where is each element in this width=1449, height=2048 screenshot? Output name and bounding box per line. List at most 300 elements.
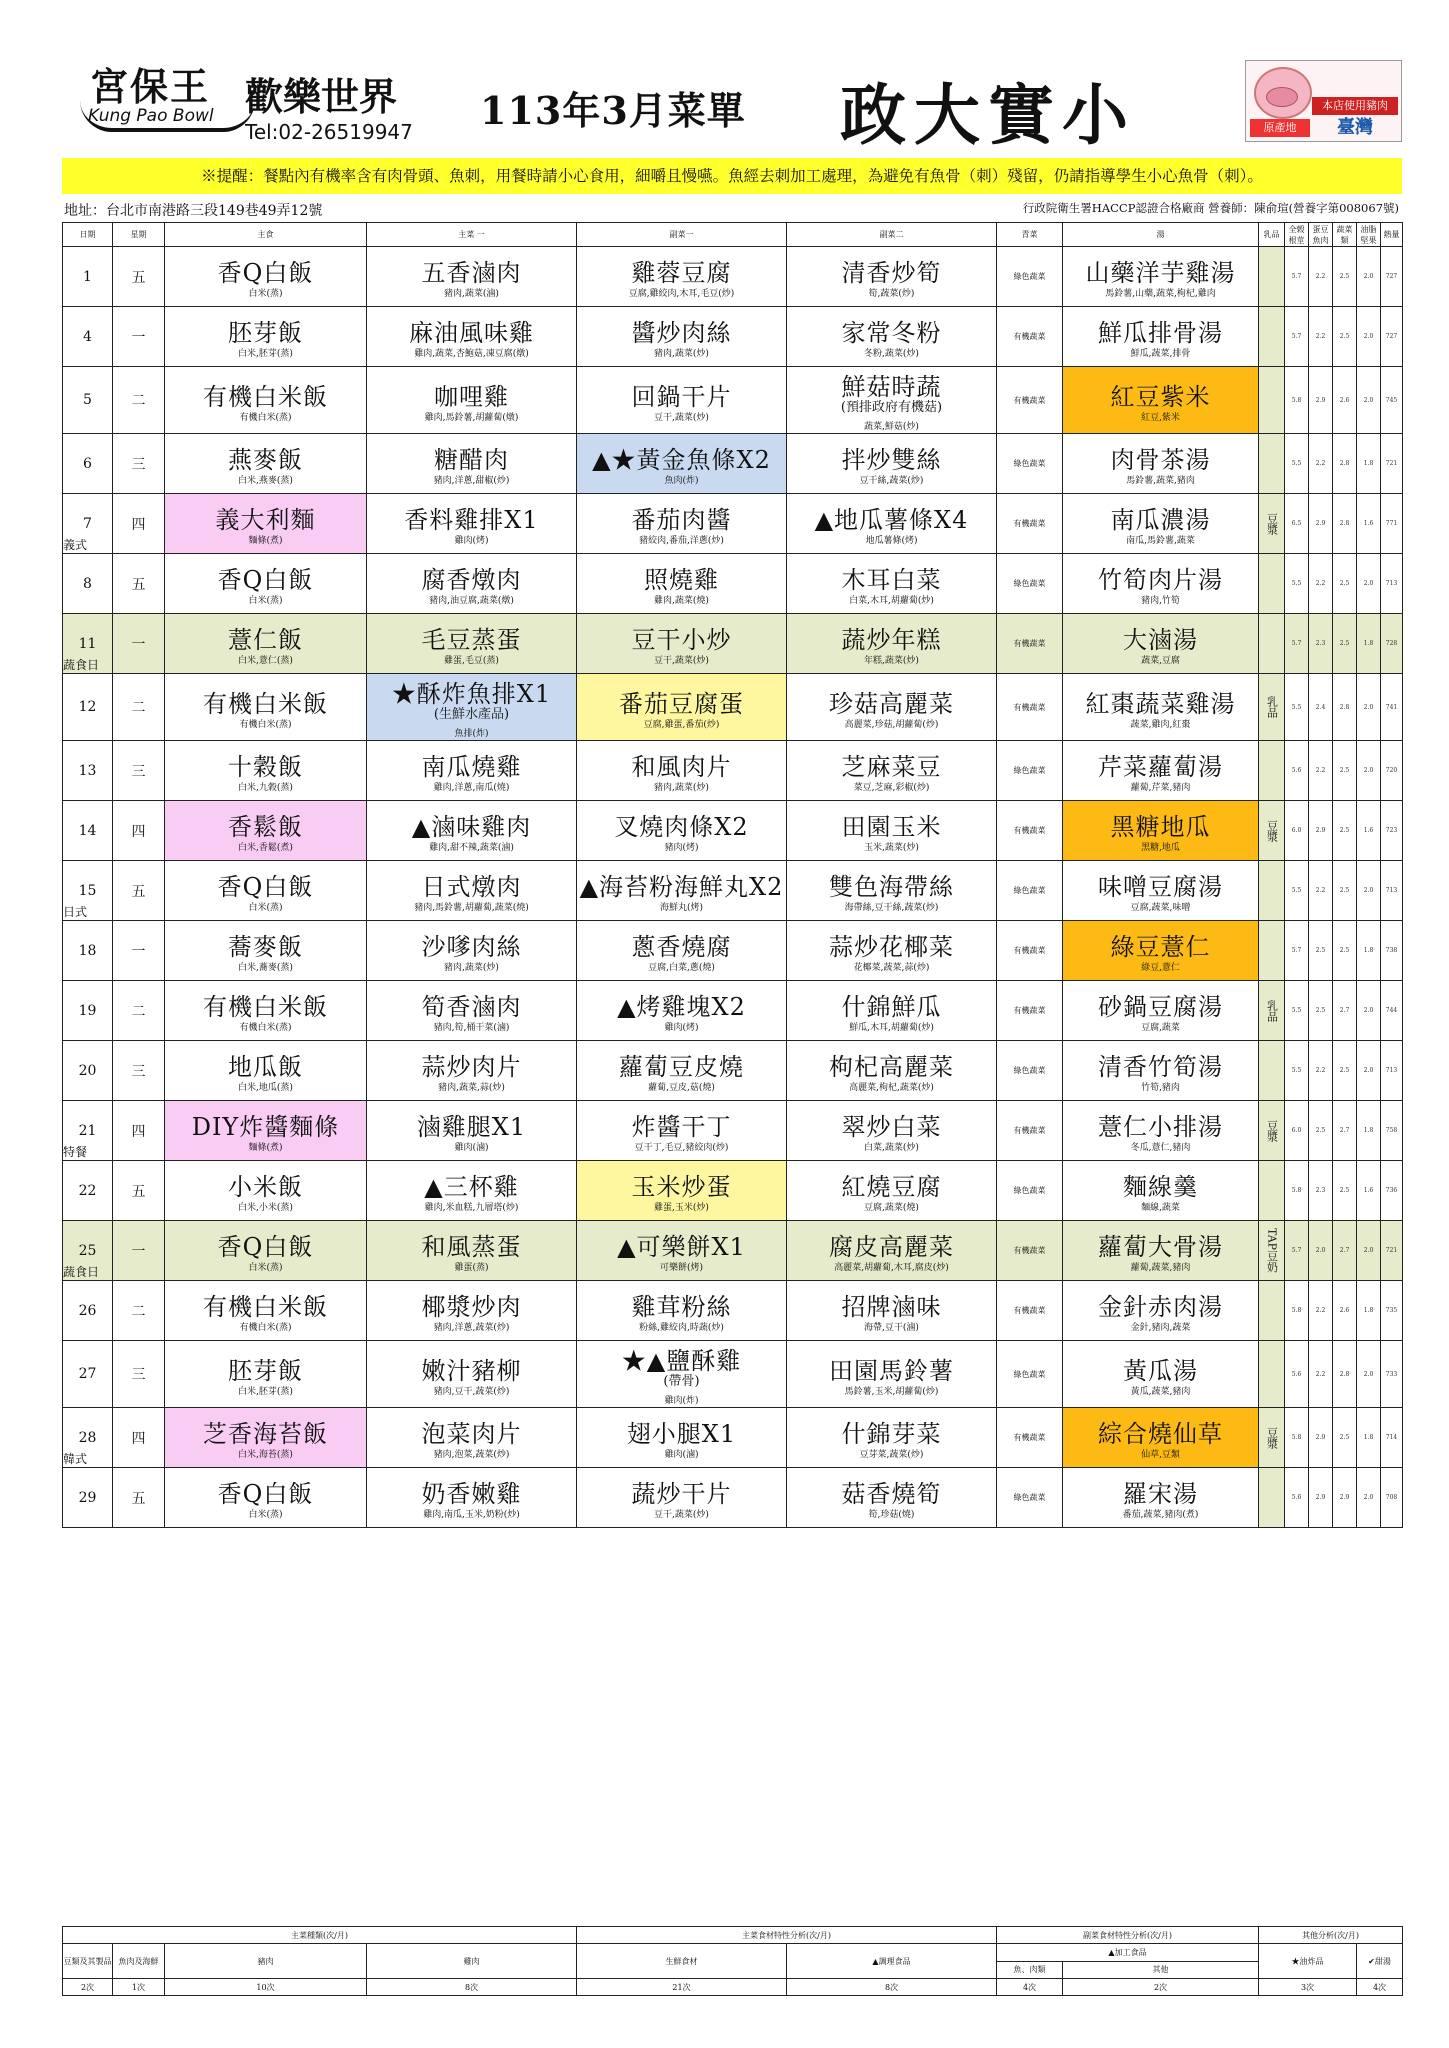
nutrition-value: 5.8 [1285, 1281, 1309, 1341]
side-dish-2-cell [787, 1101, 997, 1161]
dairy-cell: 乳品 [1259, 674, 1285, 741]
staple-name: 香Q白飯 [217, 873, 314, 901]
soup-ingredients: 麵線,蔬菜 [1141, 1203, 1180, 1213]
footer-label: 魚、肉類 [997, 1961, 1063, 1979]
nutrition-value: 2.5 [1333, 861, 1357, 921]
main-dish-cell [367, 921, 577, 981]
soup-ingredients: 蘿蔔,芹菜,豬肉 [1130, 783, 1191, 793]
nutrition-value: 2.4 [1309, 674, 1333, 741]
soup-cell [1063, 434, 1259, 494]
soup-name: 竹筍肉片湯 [1098, 566, 1223, 594]
main-dish-cell [367, 1041, 577, 1101]
nutrition-value: 5.5 [1285, 981, 1309, 1041]
soup-cell [1063, 1281, 1259, 1341]
staple-ingredients: 有機白米(蒸) [239, 1323, 292, 1333]
main-dish-cell [367, 1221, 577, 1281]
footer-label: 魚肉及海鮮 [113, 1944, 165, 1979]
side-dish-1-ingredients: 雞蛋,玉米(炒) [654, 1203, 709, 1213]
side-dish-2-name: 什錦芽菜 [841, 1420, 942, 1448]
staple-ingredients: 白米,香鬆(煮) [238, 843, 293, 853]
soup-ingredients: 金針,豬肉,蔬菜 [1130, 1323, 1191, 1333]
main-dish-cell [367, 1101, 577, 1161]
side-dish-2-cell [787, 1161, 997, 1221]
main-dish-name: 滷雞腿X1 [416, 1113, 527, 1141]
side-dish-2-name: 什錦鮮瓜 [841, 993, 942, 1021]
soup-ingredients: 綠豆,薏仁 [1141, 963, 1180, 973]
footer-count: 8次 [367, 1979, 577, 1996]
main-dish-name: 和風蒸蛋 [421, 1233, 522, 1261]
soup-ingredients: 蘿蔔,蔬菜,豬肉 [1130, 1263, 1191, 1273]
side-dish-1-ingredients: 豬肉,蔬菜(炒) [654, 783, 709, 793]
soup-cell [1063, 1101, 1259, 1161]
staple-ingredients: 白米,九穀(蒸) [238, 783, 293, 793]
weekday-cell: 一 [113, 921, 165, 981]
side-dish-1-ingredients: 豆干,蔬菜(炒) [654, 1510, 709, 1520]
side-dish-2-name: 菇香燒筍 [841, 1480, 942, 1508]
safety-notice: ※提醒：餐點內有機率含有肉骨頭、魚刺，用餐時請小心食用，細嚼且慢嚥。魚經去刺加工處理，為避免有魚骨（刺）殘留，仍請指導學生小心魚骨（刺）。 [62, 158, 1402, 194]
side-dish-1-name: ▲★黃金魚條X2 [592, 446, 771, 474]
side-dish-2-name: 木耳白菜 [841, 566, 942, 594]
staple-name: 小米飯 [228, 1173, 303, 1201]
weekday-cell: 一 [113, 614, 165, 674]
soup-cell [1063, 801, 1259, 861]
menu-row [63, 614, 1403, 674]
side-dish-1-name: 番茄肉醬 [631, 506, 732, 534]
main-dish-name: 咖哩雞 [434, 382, 509, 411]
vegetable-cell: 有機蔬菜 [997, 921, 1063, 981]
side-dish-2-ingredients: 地瓜薯條(烤) [865, 536, 918, 546]
soup-name: 金針赤肉湯 [1098, 1293, 1223, 1321]
soup-cell [1063, 494, 1259, 554]
vegetable-cell: 有機蔬菜 [997, 801, 1063, 861]
main-dish-cell [367, 367, 577, 434]
main-dish-cell [367, 307, 577, 367]
weekday-cell: 二 [113, 674, 165, 741]
menu-row [63, 921, 1403, 981]
date-value: 19 [78, 1002, 97, 1019]
menu-row [63, 1468, 1403, 1528]
soup-name: 薏仁小排湯 [1098, 1113, 1223, 1141]
menu-row [63, 861, 1403, 921]
soup-ingredients: 黃瓜,蔬菜,豬肉 [1130, 1386, 1191, 1397]
soup-cell [1063, 1041, 1259, 1101]
theme-tag: 日式 [63, 905, 88, 919]
staple-ingredients: 白米,地瓜(蒸) [238, 1083, 293, 1093]
staple-name: 有機白米飯 [203, 993, 328, 1021]
staple-name: 十穀飯 [228, 753, 303, 781]
side-dish-2-ingredients: 筍,珍菇(燒) [868, 1510, 915, 1520]
analysis-footer [62, 1926, 1403, 1996]
main-dish-note: (生鮮水產品) [433, 707, 510, 722]
col-header: 副菜二 [787, 223, 997, 247]
nutrition-value: 2.0 [1357, 741, 1381, 801]
footer-label: 其他 [1063, 1961, 1259, 1979]
soup-cell [1063, 1468, 1259, 1528]
staple-name: 地瓜飯 [228, 1053, 303, 1081]
side-dish-2-cell [787, 307, 997, 367]
nutrition-value: 5.8 [1285, 1408, 1309, 1468]
soup-name: 砂鍋豆腐湯 [1098, 993, 1223, 1021]
vegetable-cell: 有機蔬菜 [997, 1221, 1063, 1281]
footer-group: 主菜種類(次/月) [63, 1927, 577, 1944]
menu-row [63, 247, 1403, 307]
main-dish-name: 五香滷肉 [421, 259, 522, 287]
staple-name: 蕎麥飯 [228, 933, 303, 961]
main-dish-ingredients: 豬肉,筍,桶干菜(滷) [433, 1023, 510, 1033]
date-cell [63, 1341, 113, 1408]
side-dish-1-cell [577, 367, 787, 434]
side-dish-1-name: 蘿蔔豆皮燒 [619, 1053, 744, 1081]
side-dish-2-name: 田園馬鈴薯 [829, 1356, 954, 1385]
main-dish-ingredients: 雞肉,蔬菜,杏鮑菇,凍豆腐(燉) [414, 349, 529, 359]
soup-cell [1063, 614, 1259, 674]
side-dish-2-ingredients: 筍,蔬菜(炒) [868, 289, 915, 299]
side-dish-2-ingredients: 冬粉,蔬菜(炒) [864, 349, 919, 359]
pork-label: 本店使用豬肉 [1312, 97, 1398, 115]
nutrition-value: 5.7 [1285, 1221, 1309, 1281]
nutrition-value: 2.2 [1309, 554, 1333, 614]
side-dish-2-cell [787, 741, 997, 801]
date-cell [63, 1468, 113, 1528]
nutrition-value: 721 [1381, 1221, 1403, 1281]
main-dish-ingredients: 雞肉,南瓜,玉米,奶粉(炒) [423, 1510, 520, 1520]
staple-ingredients: 白米(蒸) [248, 1263, 283, 1273]
nutrition-value: 2.6 [1333, 367, 1357, 434]
nutrition-value: 2.0 [1357, 981, 1381, 1041]
staple-cell [165, 367, 367, 434]
soup-cell [1063, 921, 1259, 981]
staple-cell [165, 1408, 367, 1468]
side-dish-1-cell [577, 1341, 787, 1408]
theme-tag: 義式 [63, 538, 88, 552]
vegetable-cell: 綠色蔬菜 [997, 741, 1063, 801]
nutrition-value: 5.8 [1285, 1161, 1309, 1221]
footer-group: 副菜食材特性分析(次/月) [997, 1927, 1259, 1944]
nutrition-value: 727 [1381, 247, 1403, 307]
side-dish-2-ingredients: 海帶,豆干(滷) [864, 1323, 919, 1333]
date-cell [63, 307, 113, 367]
side-dish-2-name: 蔬炒年糕 [841, 626, 942, 654]
soup-ingredients: 仙草,豆類 [1141, 1450, 1180, 1460]
nutrition-value: 2.9 [1309, 1468, 1333, 1528]
staple-ingredients: 白米(蒸) [248, 903, 283, 913]
staple-name: DIY炸醬麵條 [191, 1113, 340, 1141]
nutrition-value: 2.0 [1357, 307, 1381, 367]
dairy-cell: 豆漿 [1259, 494, 1285, 554]
weekday-cell: 三 [113, 434, 165, 494]
side-dish-1-ingredients: 魚肉(炸) [664, 476, 699, 486]
side-dish-1-cell [577, 741, 787, 801]
col-header: 副菜一 [577, 223, 787, 247]
staple-name: 香Q白飯 [217, 259, 314, 287]
nutrition-value: 713 [1381, 1041, 1403, 1101]
date-value: 14 [78, 822, 97, 839]
nutrition-value: 727 [1381, 307, 1403, 367]
staple-name: 燕麥飯 [228, 446, 303, 474]
soup-name: 黃瓜湯 [1123, 1356, 1198, 1385]
side-dish-1-name: 翅小腿X1 [626, 1420, 737, 1448]
side-dish-1-name: 叉燒肉條X2 [614, 813, 749, 841]
weekday-cell: 三 [113, 1341, 165, 1408]
side-dish-1-ingredients: 海鮮丸(烤) [659, 903, 704, 913]
side-dish-2-cell [787, 981, 997, 1041]
main-dish-ingredients: 豬肉,蔬菜(滷) [444, 289, 499, 299]
staple-name: 有機白米飯 [203, 382, 328, 411]
col-header: 日期 [63, 223, 113, 247]
footer-count: 3次 [1259, 1979, 1357, 1996]
footer-count: 21次 [577, 1979, 787, 1996]
nutrition-value: 2.0 [1357, 674, 1381, 741]
nutrition-value: 736 [1381, 1161, 1403, 1221]
side-dish-1-ingredients: 雞肉(滷) [664, 1450, 699, 1460]
dairy-cell [1259, 247, 1285, 307]
side-dish-1-name: ▲可樂餅X1 [617, 1233, 746, 1261]
menu-row [63, 1221, 1403, 1281]
nutrition-value: 1.8 [1357, 614, 1381, 674]
nutrition-value: 2.6 [1333, 1281, 1357, 1341]
nutrition-value: 2.9 [1309, 1408, 1333, 1468]
side-dish-1-cell [577, 674, 787, 741]
nutrition-value: 5.6 [1285, 1341, 1309, 1408]
main-dish-name: 蒜炒肉片 [421, 1053, 522, 1081]
menu-row [63, 1041, 1403, 1101]
side-dish-2-name: 雙色海帶絲 [829, 873, 954, 901]
brand-slogan: 歡樂世界 [245, 75, 398, 119]
nutrition-value: 5.7 [1285, 614, 1309, 674]
dairy-cell [1259, 1468, 1285, 1528]
footer-label: ▲調理食品 [787, 1944, 997, 1979]
side-dish-1-ingredients: 豆腐,雞絞肉,木耳,毛豆(炒) [628, 289, 735, 299]
staple-name: 胚芽飯 [228, 1356, 303, 1385]
staple-ingredients: 白米,胚芽(蒸) [238, 349, 293, 359]
staple-ingredients: 白米(蒸) [248, 1510, 283, 1520]
dairy-cell: 豆漿 [1259, 801, 1285, 861]
nutrition-value: 733 [1381, 1341, 1403, 1408]
side-dish-2-cell [787, 1468, 997, 1528]
footer-label-row [63, 1944, 1403, 1962]
main-dish-cell [367, 741, 577, 801]
nutrition-value: 2.2 [1309, 1281, 1333, 1341]
main-dish-ingredients: 雞蛋,毛豆(蒸) [444, 656, 499, 666]
side-dish-1-cell [577, 1161, 787, 1221]
menu-row [63, 1281, 1403, 1341]
main-dish-name: 日式燉肉 [421, 873, 522, 901]
nutrition-value: 2.3 [1309, 614, 1333, 674]
side-dish-2-cell [787, 801, 997, 861]
nutrition-value: 5.7 [1285, 307, 1309, 367]
main-dish-name: ▲三杯雞 [424, 1173, 519, 1201]
side-dish-2-cell [787, 1221, 997, 1281]
footer-count: 10次 [165, 1979, 367, 1996]
theme-tag: 韓式 [63, 1452, 88, 1466]
nutrition-value: 735 [1381, 1281, 1403, 1341]
side-dish-2-ingredients: 高麗菜,枸杞,蔬菜(炒) [849, 1083, 934, 1093]
nutrition-value: 2.8 [1333, 434, 1357, 494]
nutrition-value: 2.5 [1309, 981, 1333, 1041]
side-dish-2-ingredients: 高麗菜,珍菇,胡蘿蔔(炒) [844, 719, 939, 730]
date-cell [63, 614, 113, 674]
address: 地址：台北市南港路三段149巷49弄12號 [64, 203, 323, 219]
nutrition-value: 5.5 [1285, 861, 1309, 921]
nutrition-value: 713 [1381, 554, 1403, 614]
menu-row [63, 741, 1403, 801]
nutrition-value: 723 [1381, 801, 1403, 861]
side-dish-2-cell [787, 247, 997, 307]
side-dish-1-ingredients: 雞肉(烤) [664, 1023, 699, 1033]
vegetable-cell: 有機蔬菜 [997, 981, 1063, 1041]
nutrition-value: 5.6 [1285, 741, 1309, 801]
staple-ingredients: 麵條(煮) [248, 536, 283, 546]
nutrition-value: 721 [1381, 434, 1403, 494]
side-dish-1-ingredients: 雞肉,蔬菜(燒) [654, 596, 709, 606]
side-dish-2-cell [787, 1341, 997, 1408]
date-cell [63, 921, 113, 981]
nutrition-value: 1.6 [1357, 801, 1381, 861]
date-value: 22 [78, 1182, 97, 1199]
soup-cell [1063, 307, 1259, 367]
side-dish-1-cell [577, 307, 787, 367]
nutrition-value: 741 [1381, 674, 1403, 741]
soup-ingredients: 黑糖,地瓜 [1141, 843, 1180, 853]
vegetable-cell: 綠色蔬菜 [997, 434, 1063, 494]
soup-name: 綠豆薏仁 [1110, 933, 1211, 961]
nutrition-value: 2.9 [1333, 1468, 1357, 1528]
date-value: 20 [78, 1062, 97, 1079]
col-header: 油脂堅果 [1357, 223, 1381, 247]
footer-count: 2次 [63, 1979, 113, 1996]
nutrition-value: 5.8 [1285, 367, 1309, 434]
staple-cell [165, 741, 367, 801]
dairy-cell [1259, 921, 1285, 981]
dairy-cell [1259, 1341, 1285, 1408]
side-dish-1-cell [577, 614, 787, 674]
nutrition-value: 6.0 [1285, 801, 1309, 861]
nutrition-value: 5.5 [1285, 434, 1309, 494]
side-dish-2-name: 田園玉米 [841, 813, 942, 841]
nutrition-value: 6.5 [1285, 494, 1309, 554]
soup-ingredients: 蔬菜,豆腐 [1141, 656, 1180, 666]
main-dish-cell [367, 801, 577, 861]
footer-label: 豆類及其製品 [63, 1944, 113, 1979]
main-dish-name: 奶香嫩雞 [421, 1480, 522, 1508]
nutrition-value: 2.2 [1309, 1041, 1333, 1101]
nutrition-value: 738 [1381, 921, 1403, 981]
dairy-cell [1259, 741, 1285, 801]
footer-label: ▲加工食品 [997, 1944, 1259, 1962]
nutrition-value: 1.8 [1357, 1408, 1381, 1468]
soup-name: 黑糖地瓜 [1110, 813, 1211, 841]
side-dish-1-ingredients: 豆干丁,毛豆,豬絞肉(炒) [634, 1143, 729, 1153]
menu-table [62, 222, 1403, 1528]
vegetable-cell: 綠色蔬菜 [997, 247, 1063, 307]
nutrition-value: 2.0 [1309, 1221, 1333, 1281]
menu-row [63, 554, 1403, 614]
weekday-cell: 五 [113, 1468, 165, 1528]
nutrition-value: 2.8 [1333, 494, 1357, 554]
side-dish-1-name: ★▲鹽酥雞 [621, 1347, 742, 1375]
main-dish-ingredients: 豬肉,豆干,蔬菜(炒) [433, 1386, 510, 1397]
main-dish-ingredients: 雞肉,米血糕,九層塔(炒) [424, 1203, 519, 1213]
staple-ingredients: 有機白米(蒸) [239, 719, 292, 730]
vegetable-cell: 有機蔬菜 [997, 1101, 1063, 1161]
soup-name: 紅豆紫米 [1110, 382, 1211, 411]
dairy-cell [1259, 1161, 1285, 1221]
side-dish-1-cell [577, 921, 787, 981]
soup-ingredients: 番茄,蔬菜,豬肉(煮) [1122, 1510, 1199, 1520]
staple-cell [165, 921, 367, 981]
theme-tag: 蔬食日 [63, 658, 100, 672]
date-value: 28 [78, 1429, 97, 1446]
main-dish-name: 泡菜肉片 [421, 1420, 522, 1448]
col-header: 蔬菜類 [1333, 223, 1357, 247]
main-dish-cell [367, 861, 577, 921]
side-dish-1-name: ▲烤雞塊X2 [617, 993, 746, 1021]
weekday-cell: 五 [113, 1161, 165, 1221]
main-dish-ingredients: 雞肉(滷) [454, 1143, 489, 1153]
menu-row [63, 367, 1403, 434]
main-dish-cell [367, 1161, 577, 1221]
col-header: 蛋豆魚肉 [1309, 223, 1333, 247]
menu-row [63, 434, 1403, 494]
dairy-cell: TAP豆奶 [1259, 1221, 1285, 1281]
nutrition-value: 2.5 [1333, 247, 1357, 307]
soup-name: 鮮瓜排骨湯 [1098, 319, 1223, 347]
staple-cell [165, 554, 367, 614]
side-dish-2-ingredients: 白菜,蔬菜(炒) [864, 1143, 919, 1153]
staple-name: 香Q白飯 [217, 566, 314, 594]
side-dish-2-name: 清香炒筍 [841, 259, 942, 287]
soup-ingredients: 南瓜,馬鈴薯,蔬菜 [1126, 536, 1195, 546]
theme-tag: 特餐 [63, 1145, 88, 1159]
side-dish-2-name: 珍菇高麗菜 [829, 689, 954, 718]
side-dish-2-cell [787, 921, 997, 981]
main-dish-cell [367, 1281, 577, 1341]
date-cell [63, 1101, 113, 1161]
side-dish-2-name: 鮮菇時蔬 [841, 373, 942, 401]
nutrition-value: 1.8 [1357, 1281, 1381, 1341]
staple-ingredients: 有機白米(蒸) [239, 412, 292, 423]
side-dish-1-cell [577, 434, 787, 494]
side-dish-2-ingredients: 白菜,木耳,胡蘿蔔(炒) [849, 596, 934, 606]
dairy-cell: 豆漿 [1259, 1101, 1285, 1161]
phone-number: Tel:02-26519947 [245, 120, 413, 144]
col-header: 青菜 [997, 223, 1063, 247]
main-dish-cell [367, 554, 577, 614]
nutrition-value: 2.9 [1309, 801, 1333, 861]
nutrition-value: 2.5 [1333, 921, 1357, 981]
main-dish-ingredients: 雞肉,洋蔥,南瓜(燒) [433, 783, 510, 793]
staple-name: 義大利麵 [215, 506, 316, 534]
main-dish-ingredients: 雞肉(烤) [454, 536, 489, 546]
vegetable-cell: 綠色蔬菜 [997, 1041, 1063, 1101]
side-dish-1-ingredients: 雞肉(炸) [664, 1396, 699, 1406]
footer-group-row [63, 1927, 1403, 1944]
date-cell [63, 741, 113, 801]
staple-ingredients: 白米,蕎麥(蒸) [238, 963, 293, 973]
staple-cell [165, 1101, 367, 1161]
soup-ingredients: 豆腐,蔬菜,味噌 [1130, 903, 1191, 913]
nutrition-value: 5.7 [1285, 921, 1309, 981]
staple-name: 香鬆飯 [228, 813, 303, 841]
vegetable-cell: 有機蔬菜 [997, 367, 1063, 434]
nutrition-value: 2.9 [1309, 494, 1333, 554]
main-dish-ingredients: 雞肉,甜不辣,蔬菜(滷) [429, 843, 514, 853]
staple-ingredients: 白米,小米(蒸) [238, 1203, 293, 1213]
side-dish-2-ingredients: 海帶絲,豆干絲,蔬菜(炒) [844, 903, 939, 913]
side-dish-1-ingredients: 粉絲,雞絞肉,時蔬(炒) [639, 1323, 724, 1333]
footer-label: 豬肉 [165, 1944, 367, 1979]
date-value: 1 [83, 268, 92, 285]
